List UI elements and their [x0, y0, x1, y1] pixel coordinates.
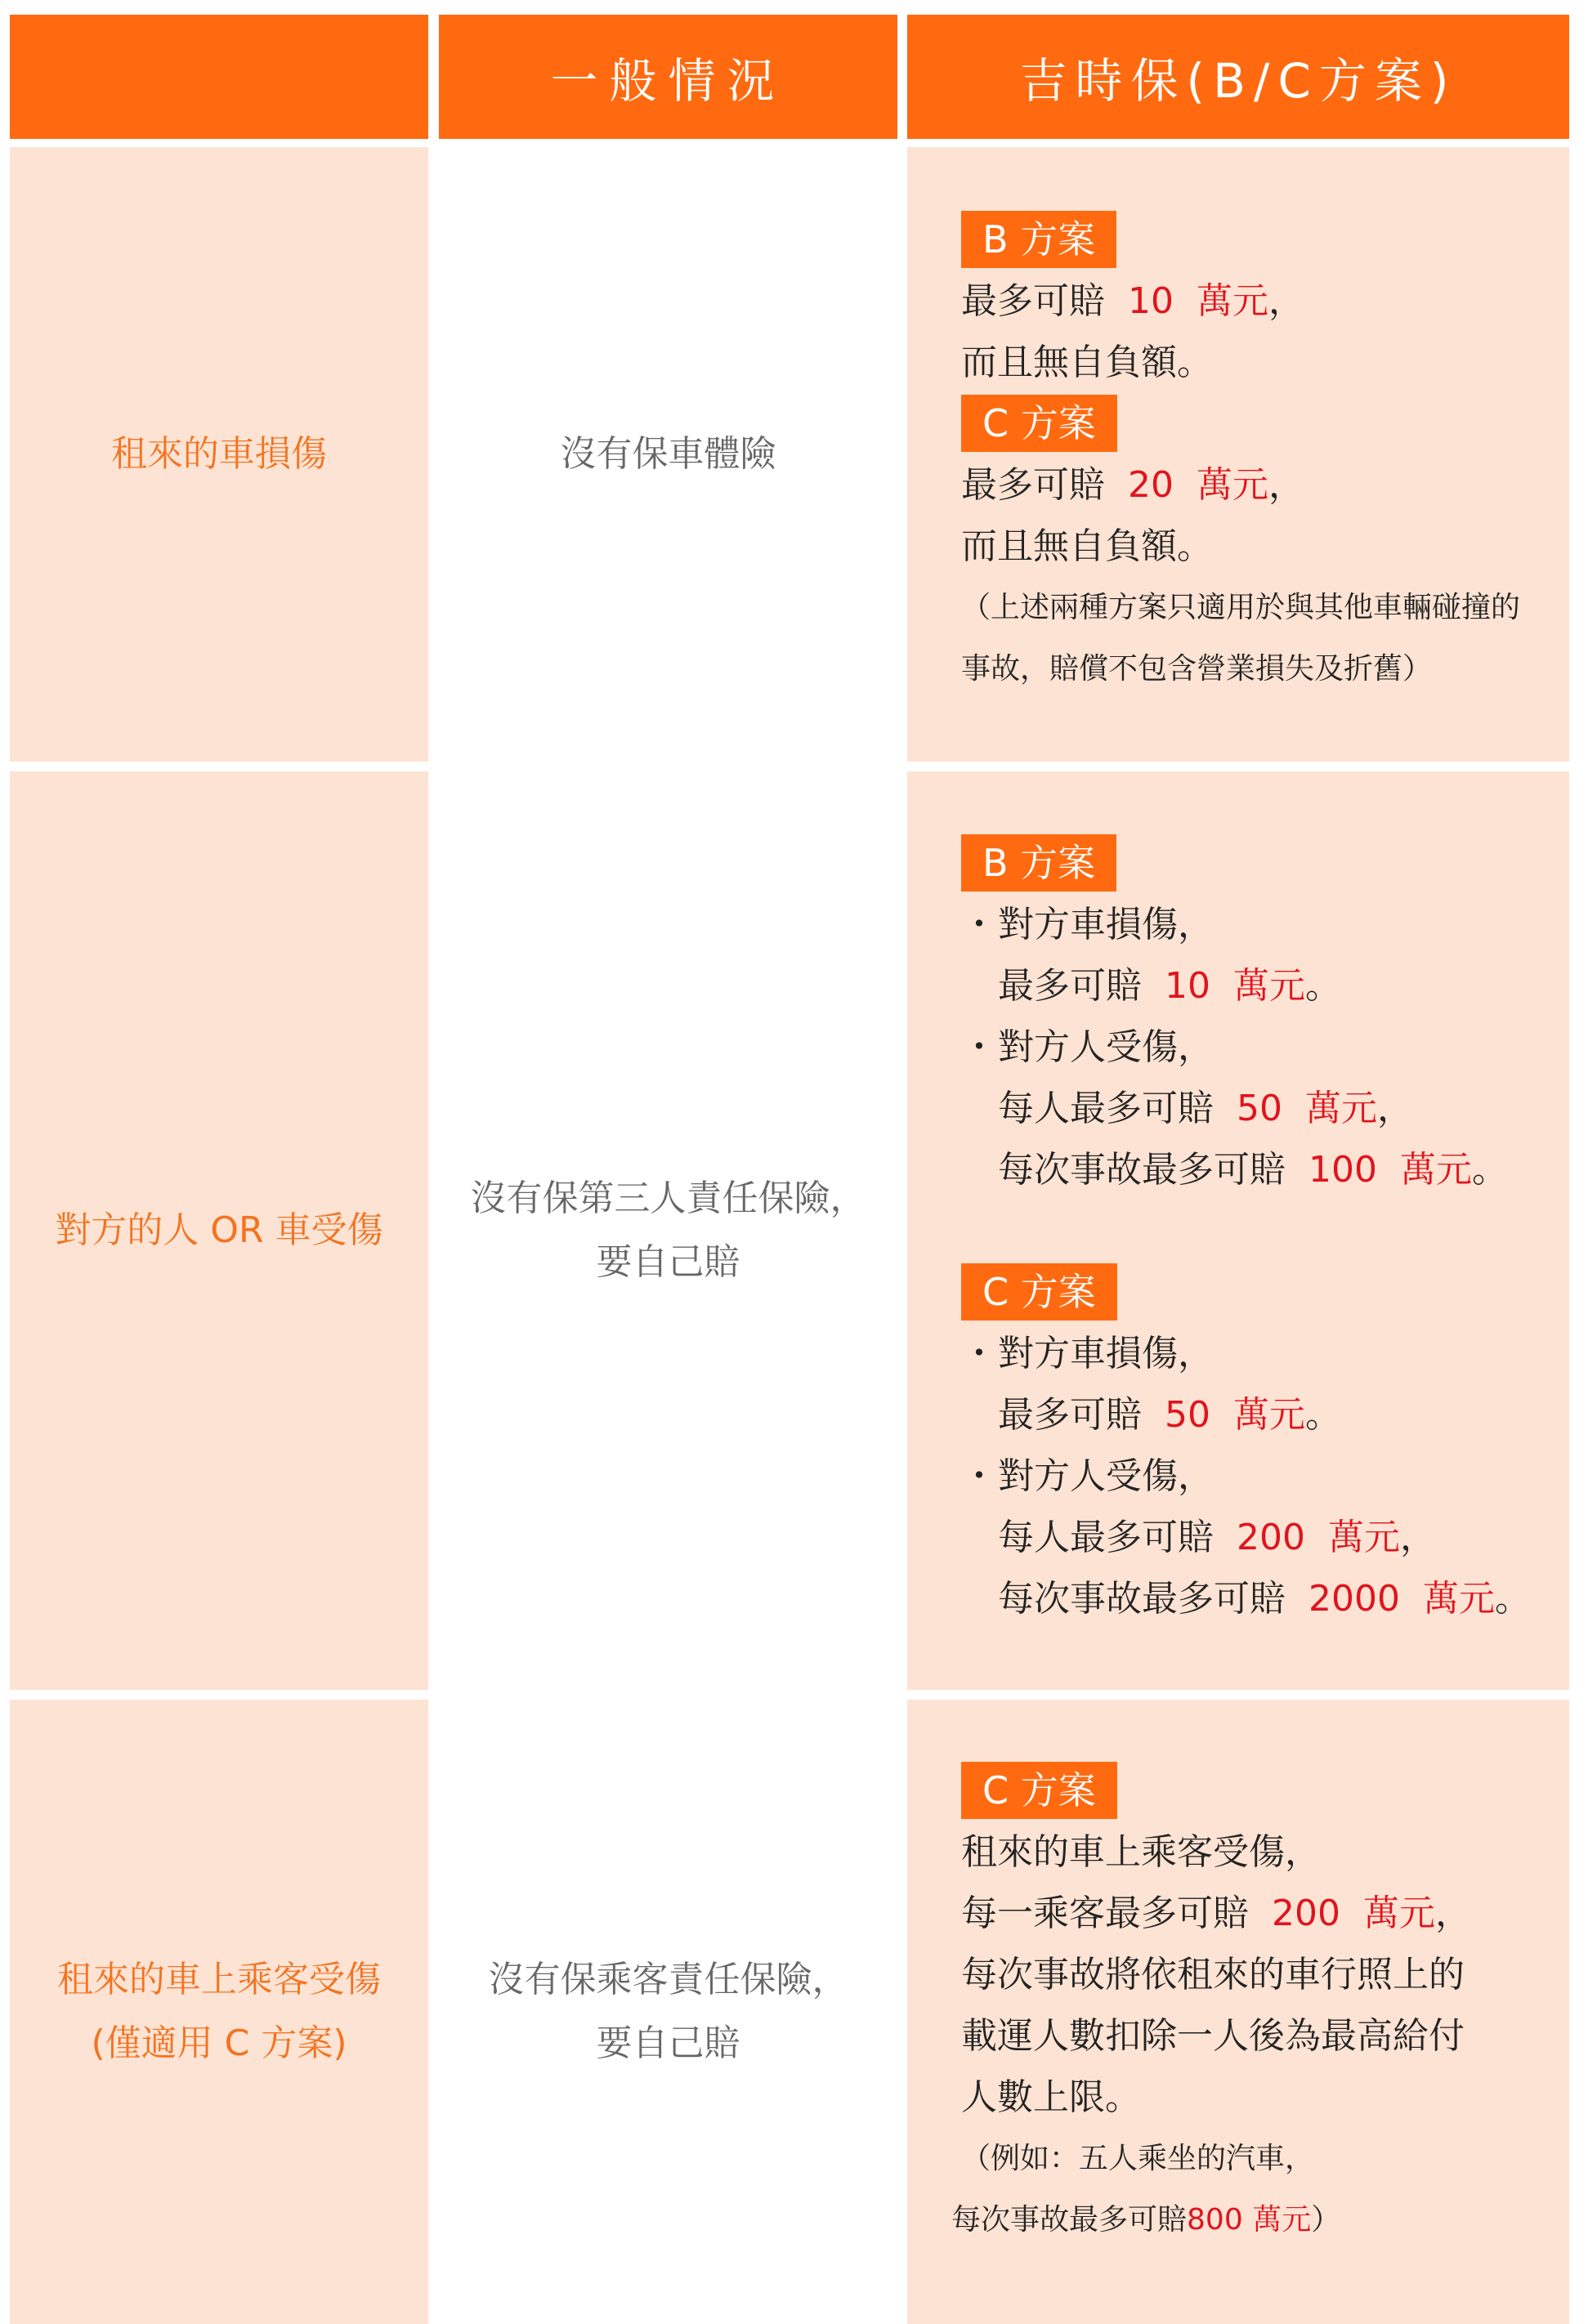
row3-general-line1: 沒有保乘客責任保險，	[488, 1959, 848, 2000]
amount: 2000	[1308, 1578, 1400, 1620]
amount-unit: 萬元	[1196, 280, 1268, 322]
bullet-icon: ・	[961, 1026, 997, 1068]
row3-label-line2: (僅適用 C 方案)	[91, 2022, 347, 2064]
row3-plan-line5: 人數上限。	[961, 2076, 1141, 2118]
amount: 200	[1236, 1517, 1305, 1558]
row1-label-cell	[10, 147, 428, 762]
row1-general-cell	[439, 147, 897, 762]
row2-plan-c-bullet2: ・對方人受傷，	[961, 1446, 1569, 1507]
row2-plan-cell	[907, 771, 1569, 1690]
row1-note-line1: （上述兩種方案只適用於與其他車輛碰撞的	[961, 591, 1521, 624]
amount-unit: 萬元	[1232, 1394, 1305, 1436]
row3-label-cell	[10, 1700, 428, 2324]
header-empty-cell	[10, 15, 428, 139]
bullet-icon: ・	[961, 904, 997, 945]
amount-unit: 萬元	[1422, 1578, 1495, 1620]
row3-label-line1: 租來的車上乘客受傷	[57, 1959, 381, 2000]
row2-general-cell	[439, 771, 897, 1690]
amount: 200	[1271, 1893, 1340, 1934]
row1-plan-b-line2: 而且無自負額。	[961, 342, 1213, 383]
row2-plan-b-badge: B 方案	[961, 834, 1116, 892]
header-general-label: 一般情況	[550, 53, 786, 109]
row2-plan-c-badge: C 方案	[961, 1263, 1117, 1321]
row3-plan-c-badge: C 方案	[961, 1762, 1117, 1819]
row1-general: 沒有保車體險	[560, 433, 776, 475]
amount: 10	[1127, 280, 1174, 322]
row1-plan-c-line1: 最多可賠 20 萬元，	[961, 464, 1304, 506]
row2-plan-c-bullet1: ・對方車損傷，	[961, 1323, 1569, 1384]
row1-plan-b-badge: B 方案	[961, 211, 1116, 268]
row2-general-line1: 沒有保第三人責任保險，	[470, 1178, 866, 1219]
amount: 10	[1164, 965, 1210, 1007]
amount-unit: 萬元	[1399, 1149, 1472, 1191]
amount-unit: 萬元	[1232, 965, 1305, 1007]
header-general-cell	[439, 15, 897, 139]
row2-label-cell	[10, 771, 428, 1690]
row3-general-line2: 要自己賠	[596, 2022, 740, 2064]
row2-general-line2: 要自己賠	[596, 1241, 740, 1283]
row2-plan-c-bullet2-amount-a: 每人最多可賠 200 萬元，	[998, 1517, 1436, 1558]
row3-plan-line4: 載運人數扣除一人後為最高給付	[961, 2015, 1465, 2057]
row2-plan-b-bullet1: ・對方車損傷，	[961, 894, 1569, 955]
amount: 100	[1308, 1149, 1377, 1191]
row1-plan-b-line1: 最多可賠 10 萬元，	[961, 280, 1304, 322]
row1-plan-c-badge: C 方案	[961, 395, 1117, 452]
amount-unit: 萬元	[1196, 464, 1268, 506]
amount: 20	[1127, 464, 1174, 506]
row2-plan-c-bullet1-amount: 最多可賠 50 萬元。	[998, 1394, 1341, 1436]
header-plan-cell	[907, 15, 1569, 139]
row3-plan-line1: 租來的車上乘客受傷，	[961, 1831, 1321, 1873]
row3-general-cell	[439, 1700, 897, 2324]
row2-plan-c-bullet2-amount-b: 每次事故最多可賠 2000 萬元。	[998, 1578, 1531, 1620]
row2-label: 對方的人 OR 車受傷	[55, 1209, 383, 1251]
row1-label: 租來的車損傷	[111, 433, 327, 475]
row3-plan-line3: 每次事故將依租來的車行照上的	[961, 1954, 1465, 1996]
row3-plan-cell	[907, 1700, 1569, 2324]
amount: 50	[1236, 1088, 1282, 1129]
bullet-icon: ・	[961, 1455, 997, 1497]
amount-unit: 萬元	[1362, 1893, 1435, 1934]
row3-plan-line2: 每一乘客最多可賠 200 萬元，	[961, 1893, 1471, 1934]
row2-plan-b-bullet1-amount: 最多可賠 10 萬元。	[998, 965, 1341, 1007]
row3-note-line1: （例如：五人乘坐的汽車，	[961, 2142, 1315, 2175]
amount-unit: 萬元	[1304, 1088, 1377, 1129]
row2-plan-b-bullet2-amount-a: 每人最多可賠 50 萬元，	[998, 1088, 1413, 1129]
amount: 50	[1164, 1394, 1210, 1436]
amount-unit: 萬元	[1327, 1517, 1400, 1558]
bullet-icon: ・	[961, 1333, 997, 1374]
amount: 800	[1187, 2203, 1243, 2237]
row1-plan-c-line2: 而且無自負額。	[961, 525, 1213, 567]
row2-plan-b-bullet2-amount-b: 每次事故最多可賠 100 萬元。	[998, 1149, 1508, 1191]
header-plan-label: 吉時保(B/C方案)	[1019, 53, 1457, 109]
row1-note-line2: 事故，賠償不包含營業損失及折舊）	[961, 652, 1433, 686]
row3-note-line2: 每次事故最多可賠800 萬元）	[951, 2203, 1341, 2237]
amount-unit: 萬元	[1252, 2203, 1312, 2237]
row1-plan-cell	[907, 147, 1569, 762]
row2-plan-b-bullet2: ・對方人受傷，	[961, 1017, 1569, 1078]
